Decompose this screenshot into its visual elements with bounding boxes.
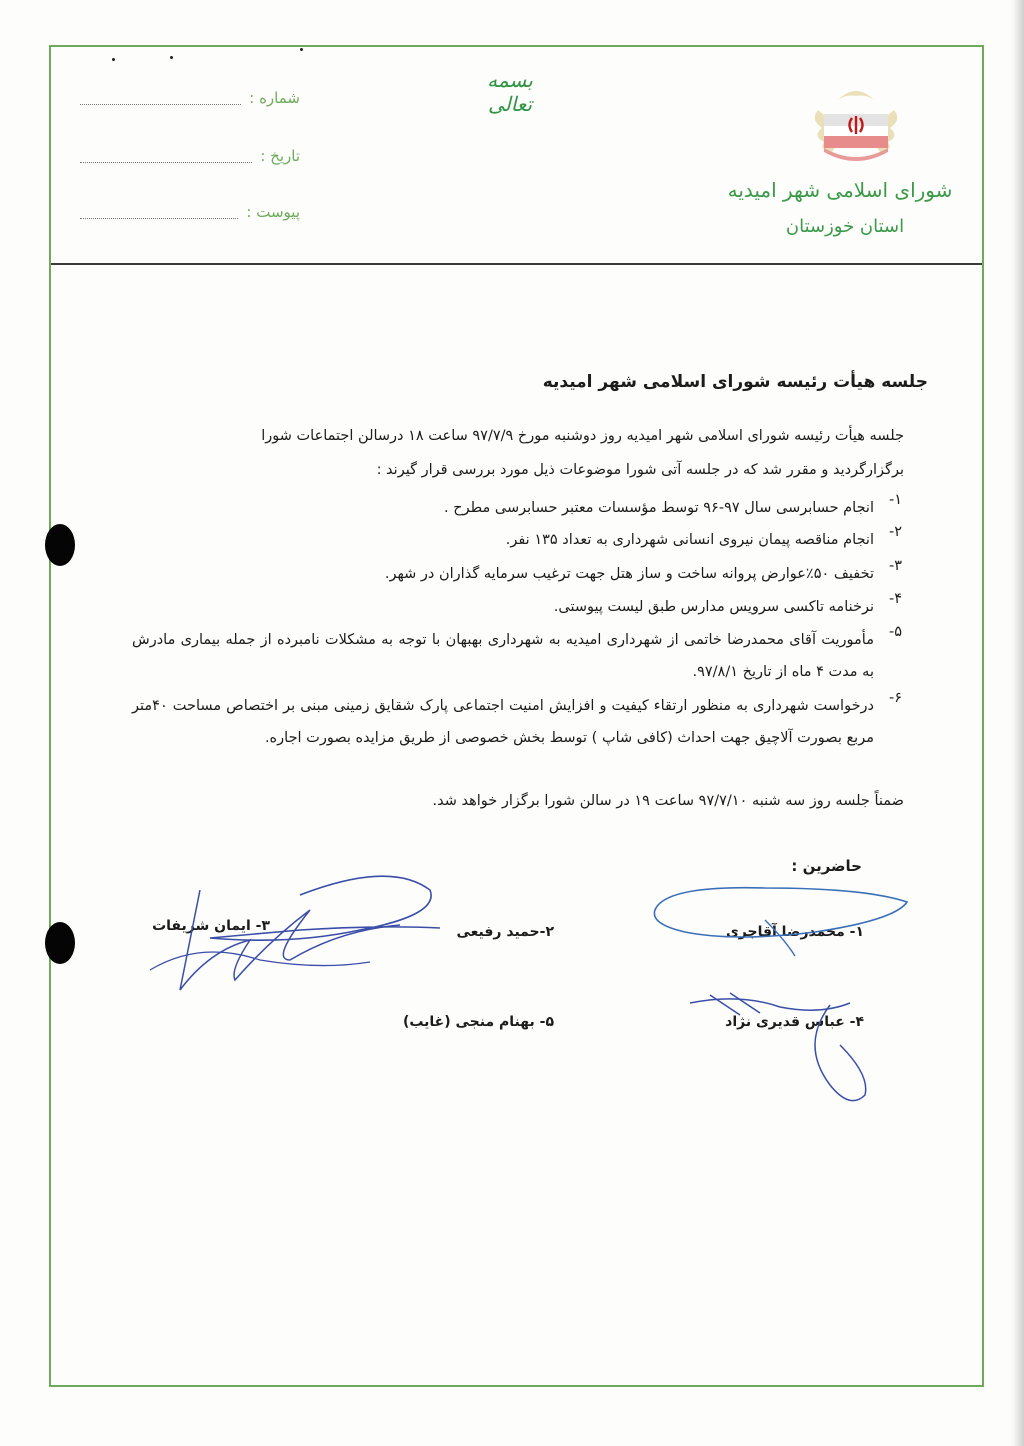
punch-hole bbox=[45, 524, 75, 566]
agenda-item-number: ۴- bbox=[888, 591, 902, 607]
agenda-item-number: ۲- bbox=[888, 524, 902, 540]
council-name: شورای اسلامی شهر امیدیه bbox=[727, 178, 953, 202]
signature-attendee-4 bbox=[680, 985, 880, 1115]
agenda-item bbox=[132, 558, 902, 590]
number-label: شماره : bbox=[249, 89, 300, 107]
agenda-item bbox=[132, 591, 902, 623]
scan-speck bbox=[170, 56, 173, 59]
attachment-field bbox=[80, 200, 300, 224]
agenda-item-text: تخفیف ۵۰٪عوارض پروانه ساخت و ساز هتل جهت ترغیب سرمایه گذاران در شهر. bbox=[384, 566, 874, 582]
agenda-item bbox=[132, 624, 902, 688]
agenda-item-text: انجام مناقصه پیمان نیروی انسانی شهرداری به تعداد ۱۳۵ نفر. bbox=[505, 532, 874, 548]
attendee-3: ۳- ایمان شریفات bbox=[152, 918, 270, 934]
number-field bbox=[80, 86, 300, 110]
agenda-item bbox=[132, 690, 902, 754]
attendees-title: حاضرین : bbox=[791, 857, 862, 875]
attendee-5: ۵- بهنام منجی (غایب) bbox=[402, 1014, 554, 1030]
date-dots bbox=[80, 150, 252, 163]
page-edge-shadow bbox=[1010, 0, 1024, 1446]
agenda-item-text: مأموریت آقای محمدرضا خاتمی از شهرداری امیدیه به شهرداری بهبهان با توجه به مشکلات نامبرده از جمله بیماری مادرش به مدت ۴ ماه از تاریخ ۹۷/۸/۱. bbox=[132, 632, 874, 680]
header-divider bbox=[51, 263, 982, 265]
attachment-dots bbox=[80, 206, 238, 219]
intro-line-1: جلسه هیأت رئیسه شورای اسلامی شهر امیدیه روز دوشنبه مورخ ۹۷/۷/۹ ساعت ۱۸ درسالن اجتماعات شورا bbox=[261, 428, 904, 444]
attachment-label: پیوست : bbox=[246, 203, 300, 221]
date-field bbox=[80, 144, 300, 168]
punch-hole bbox=[45, 922, 75, 964]
date-label: تاریخ : bbox=[260, 147, 300, 165]
agenda-item-number: ۳- bbox=[888, 558, 902, 574]
scan-speck bbox=[300, 48, 303, 51]
document-title: جلسه هیأت رئیسه شورای اسلامی شهر امیدیه bbox=[542, 372, 928, 392]
scan-speck bbox=[112, 58, 115, 61]
intro-line-2: برگزارگردید و مقرر شد که در جلسه آتی شورا موضوعات ذیل مورد بررسی قرار گیرند : bbox=[376, 462, 904, 478]
agenda-item bbox=[132, 492, 902, 524]
agenda-item-number: ۱- bbox=[888, 492, 902, 508]
province-name: استان خوزستان bbox=[785, 216, 905, 237]
basmala: بسمه تعالی bbox=[487, 68, 533, 116]
agenda-item-text: نرخنامه تاکسی سرویس مدارس طبق لیست پیوستی. bbox=[553, 599, 874, 615]
agenda-item-number: ۶- bbox=[888, 690, 902, 706]
signature-attendee-2-3 bbox=[140, 870, 460, 1000]
agenda-item-text: انجام حسابرسی سال ۹۷-۹۶ توسط مؤسسات معتبر حسابرسی مطرح . bbox=[444, 500, 874, 516]
number-dots bbox=[80, 92, 241, 105]
iran-emblem-icon bbox=[800, 80, 912, 166]
attendee-1: ۱- محمدرضا آقاجری bbox=[725, 924, 864, 940]
closing-note: ضمناً جلسه روز سه شنبه ۹۷/۷/۱۰ ساعت ۱۹ در سالن شورا برگزار خواهد شد. bbox=[432, 793, 904, 809]
signature-attendee-1 bbox=[645, 880, 915, 960]
attendee-2: ۲-حمید رفیعی bbox=[456, 924, 554, 940]
attendee-4: ۴- عباس قدیری نژاد bbox=[725, 1014, 864, 1030]
agenda-item-text: درخواست شهرداری به منظور ارتقاء کیفیت و افزایش امنیت اجتماعی پارک شقایق زمینی مبنی بر اختصاص مساحت ۴۰متر مربع بصورت آلاچیق جهت احداث (کافی شاپ ) توسط بخش خصوصی از طریق مزایده بصورت اجاره. bbox=[132, 698, 874, 746]
agenda-item-number: ۵- bbox=[888, 624, 902, 640]
agenda-item bbox=[132, 524, 902, 556]
